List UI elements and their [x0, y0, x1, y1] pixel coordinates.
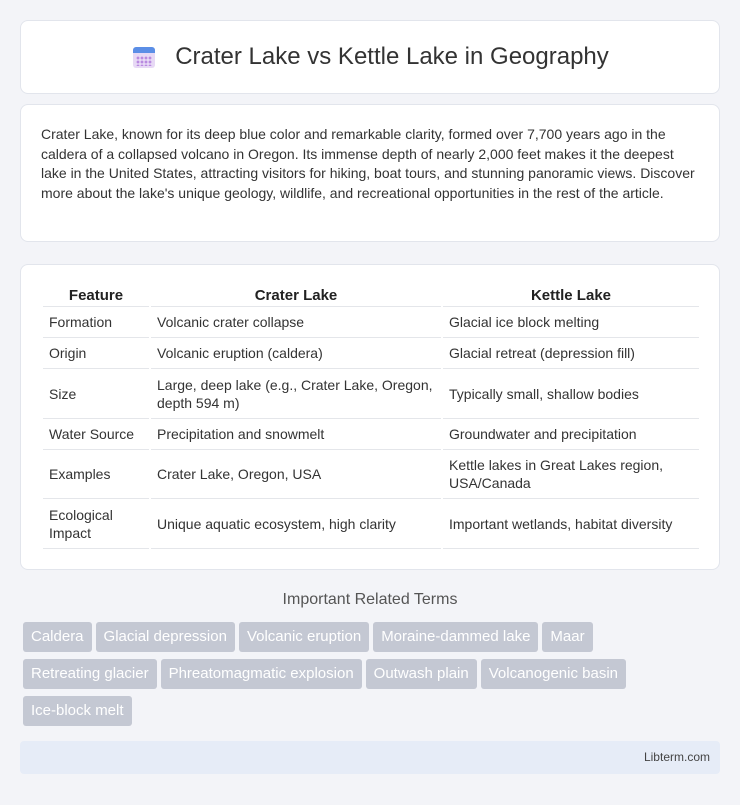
table-cell: Volcanic crater collapse [151, 307, 441, 338]
title-card [20, 20, 720, 94]
table-cell: Water Source [43, 419, 149, 450]
table-cell: Formation [43, 307, 149, 338]
table-cell: Glacial retreat (depression fill) [443, 338, 699, 369]
table-row [43, 369, 699, 419]
table-row [43, 499, 699, 549]
comparison-card [20, 264, 720, 570]
calendar-icon [131, 44, 157, 70]
table-row [43, 307, 699, 338]
table-cell: Precipitation and snowmelt [151, 419, 441, 450]
term-tag[interactable]: Moraine-dammed lake [373, 622, 538, 652]
term-tag[interactable]: Outwash plain [366, 659, 477, 689]
intro-text: Crater Lake, known for its deep blue color and remarkable clarity, formed over 7,700 years ago in the caldera of a collapsed volcano in Oregon. Its immense depth of nearly 2,000 feet makes it the deepest lake in the United States, attracting visitors for hiking, boat tours, and stunning panoramic views. Discover more about the lake's unique geology, wildlife, and recreational opportunities in the rest of the article. [41, 126, 695, 201]
table-cell: Origin [43, 338, 149, 369]
table-row [43, 450, 699, 499]
table-cell: Large, deep lake (e.g., Crater Lake, Oregon, depth 594 m) [151, 369, 441, 419]
column-header: Kettle Lake [443, 283, 699, 307]
table-cell: Volcanic eruption (caldera) [151, 338, 441, 369]
column-header: Crater Lake [151, 283, 441, 307]
table-row [43, 338, 699, 369]
term-tag[interactable]: Volcanogenic basin [481, 659, 626, 689]
term-tag[interactable]: Ice-block melt [23, 696, 132, 726]
term-tag[interactable]: Volcanic eruption [239, 622, 369, 652]
table-cell: Crater Lake, Oregon, USA [151, 450, 441, 499]
footer [20, 741, 720, 774]
column-header: Feature [43, 283, 149, 307]
term-tag[interactable]: Caldera [23, 622, 92, 652]
comparison-table [41, 283, 701, 549]
term-tag[interactable]: Glacial depression [96, 622, 235, 652]
table-cell: Ecological Impact [43, 499, 149, 549]
page-title: Crater Lake vs Kettle Lake in Geography [175, 43, 609, 70]
intro-card [20, 104, 720, 242]
table-cell: Important wetlands, habitat diversity [443, 499, 699, 549]
table-cell: Size [43, 369, 149, 419]
footer-brand-link[interactable]: Libterm.com [643, 750, 710, 764]
table-cell: Glacial ice block melting [443, 307, 699, 338]
table-header-row [43, 283, 699, 307]
table-cell: Examples [43, 450, 149, 499]
table-cell: Unique aquatic ecosystem, high clarity [151, 499, 441, 549]
term-tag[interactable]: Retreating glacier [23, 659, 157, 689]
table-cell: Typically small, shallow bodies [443, 369, 699, 419]
related-terms-list [23, 622, 723, 733]
related-terms-heading: Important Related Terms [282, 591, 458, 608]
table-row [43, 419, 699, 450]
table-cell: Kettle lakes in Great Lakes region, USA/Canada [443, 450, 699, 499]
table-cell: Groundwater and precipitation [443, 419, 699, 450]
term-tag[interactable]: Phreatomagmatic explosion [161, 659, 362, 689]
term-tag[interactable]: Maar [542, 622, 592, 652]
